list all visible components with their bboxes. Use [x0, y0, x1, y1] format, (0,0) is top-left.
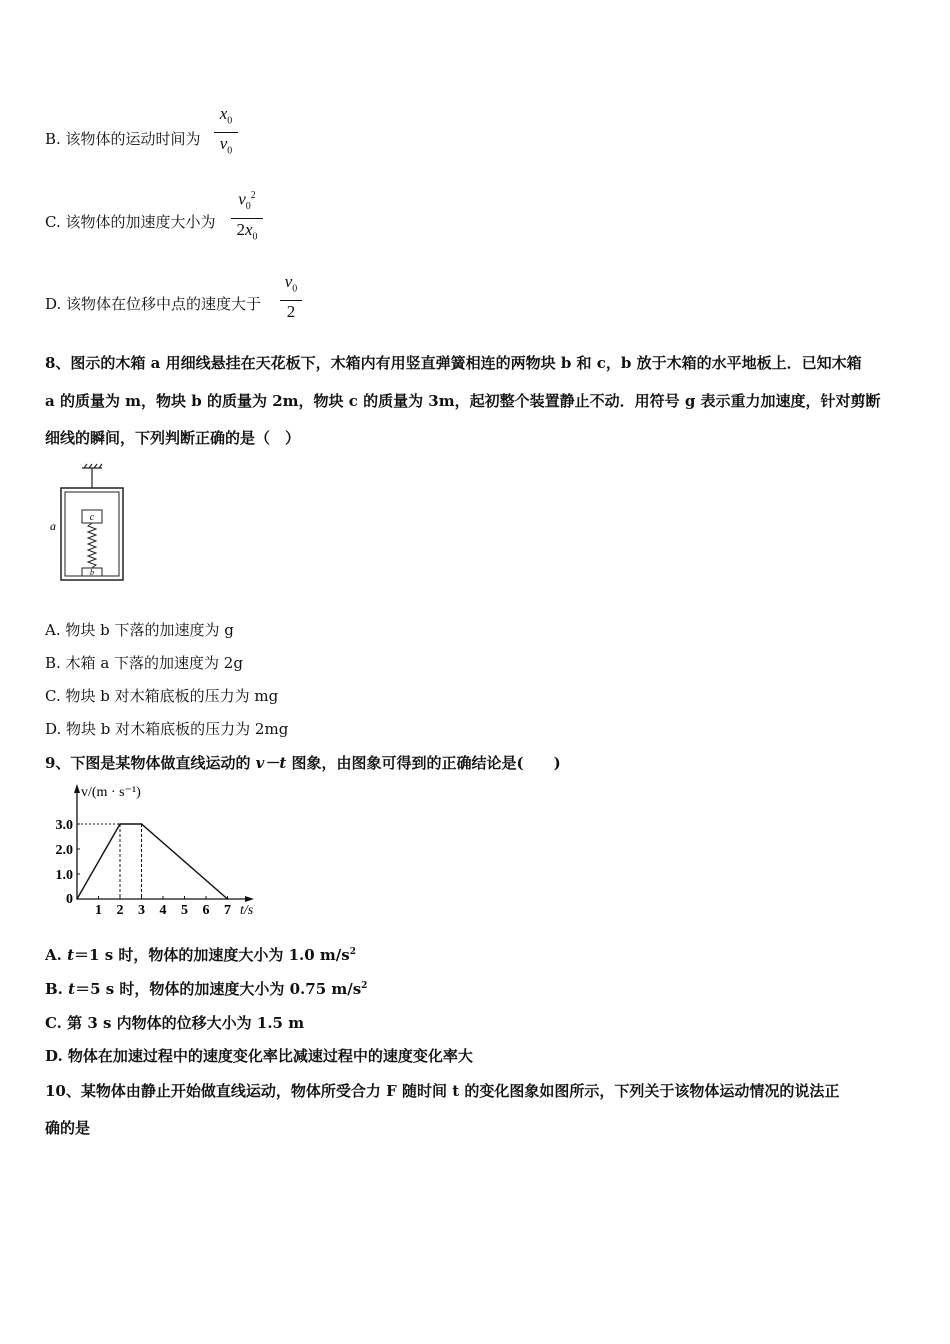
q9-option-d: D. 物体在加速过程中的速度变化率比减速过程中的速度变化率大: [45, 1047, 473, 1065]
q7-option-b-text: B. 该物体的运动时间为: [45, 130, 201, 148]
spring: [88, 523, 96, 568]
y-axis-label: v/(m · s⁻¹): [81, 785, 141, 800]
y-tick-label: 3.0: [55, 818, 73, 833]
q8-stem-line-1: 8、图示的木箱 a 用细线悬挂在天花板下，木箱内有用竖直弹簧相连的两物块 b 和 c，b 放于木箱的水平地板上．已知木箱: [45, 354, 862, 372]
q7-option-b: [45, 128, 201, 149]
q7-option-c-text: C. 该物体的加速度大小为: [45, 213, 216, 231]
q10-stem-line-1: 10、某物体由静止开始做直线运动，物体所受合力 F 随时间 t 的变化图象如图所示，下列关于该物体运动情况的说法正: [45, 1082, 840, 1100]
q8-option-a: A. 物块 b 下落的加速度为 g: [45, 621, 234, 639]
series-line: [77, 824, 228, 899]
y-axis-arrow: [74, 784, 80, 793]
data-point: [141, 823, 143, 825]
x-tick-label: 2: [116, 903, 124, 918]
q8-stem-line-3: 细线的瞬间，下列判断正确的是（ ）: [45, 429, 301, 447]
q8-option-d: D. 物块 b 对木箱底板的压力为 2mg: [45, 720, 289, 738]
q9-option-b: B. t＝5 s 时，物体的加速度大小为 0.75 $m/s^2$: [45, 980, 368, 998]
x-tick-label: 4: [159, 903, 167, 918]
data-point: [76, 898, 78, 900]
x-tick-label: 3: [138, 903, 145, 918]
x-tick-label: 6: [202, 903, 210, 918]
x-tick-label: 7: [224, 903, 231, 918]
q8-option-b: B. 木箱 a 下落的加速度为 2g: [45, 654, 243, 672]
data-point: [227, 898, 229, 900]
q8-option-c: C. 物块 b 对木箱底板的压力为 mg: [45, 687, 279, 705]
vt-chart: [44, 778, 274, 920]
q7-option-c-fraction: $v_0^2$ $2x_0$: [231, 186, 263, 247]
q9-stem: 9、下图是某物体做直线运动的 v－t 图象，由图象可得到的正确结论是( ): [45, 754, 561, 772]
q9-option-c: C. 第 3 s 内物体的位移大小为 1.5 m: [45, 1014, 305, 1032]
x-axis-arrow: [245, 896, 254, 902]
data-point: [119, 823, 121, 825]
x-tick-label: 1: [95, 903, 102, 918]
block-c-label: c: [89, 512, 95, 523]
q7-option-d: [45, 293, 261, 314]
q10-stem-line-2: 确的是: [45, 1119, 91, 1137]
ceiling-hatch: [82, 464, 102, 468]
box-a-label: a: [50, 519, 56, 533]
x-axis-label: t/s: [240, 903, 254, 918]
q7-option-b-fraction: $x_0$ $v_0$: [214, 104, 238, 162]
q8-figure: [44, 460, 134, 585]
q8-stem-line-2: a 的质量为 m，物块 b 的质量为 2m，物块 c 的质量为 3m，起初整个装置静止不动．用符号 g 表示重力加速度，针对剪断: [45, 392, 881, 410]
q7-option-d-text: D. 该物体在位移中点的速度大于: [45, 295, 262, 313]
y-tick-label: 1.0: [55, 868, 73, 883]
q7-option-c: [45, 211, 215, 232]
q7-option-d-fraction: $v_0$ 2: [280, 272, 302, 322]
origin-label: 0: [66, 892, 73, 907]
y-tick-label: 2.0: [55, 843, 73, 858]
q9-option-a: A. t＝1 s 时，物体的加速度大小为 1.0 $m/s^2$: [45, 946, 356, 964]
block-b-label: b: [90, 568, 94, 577]
x-tick-label: 5: [181, 903, 188, 918]
